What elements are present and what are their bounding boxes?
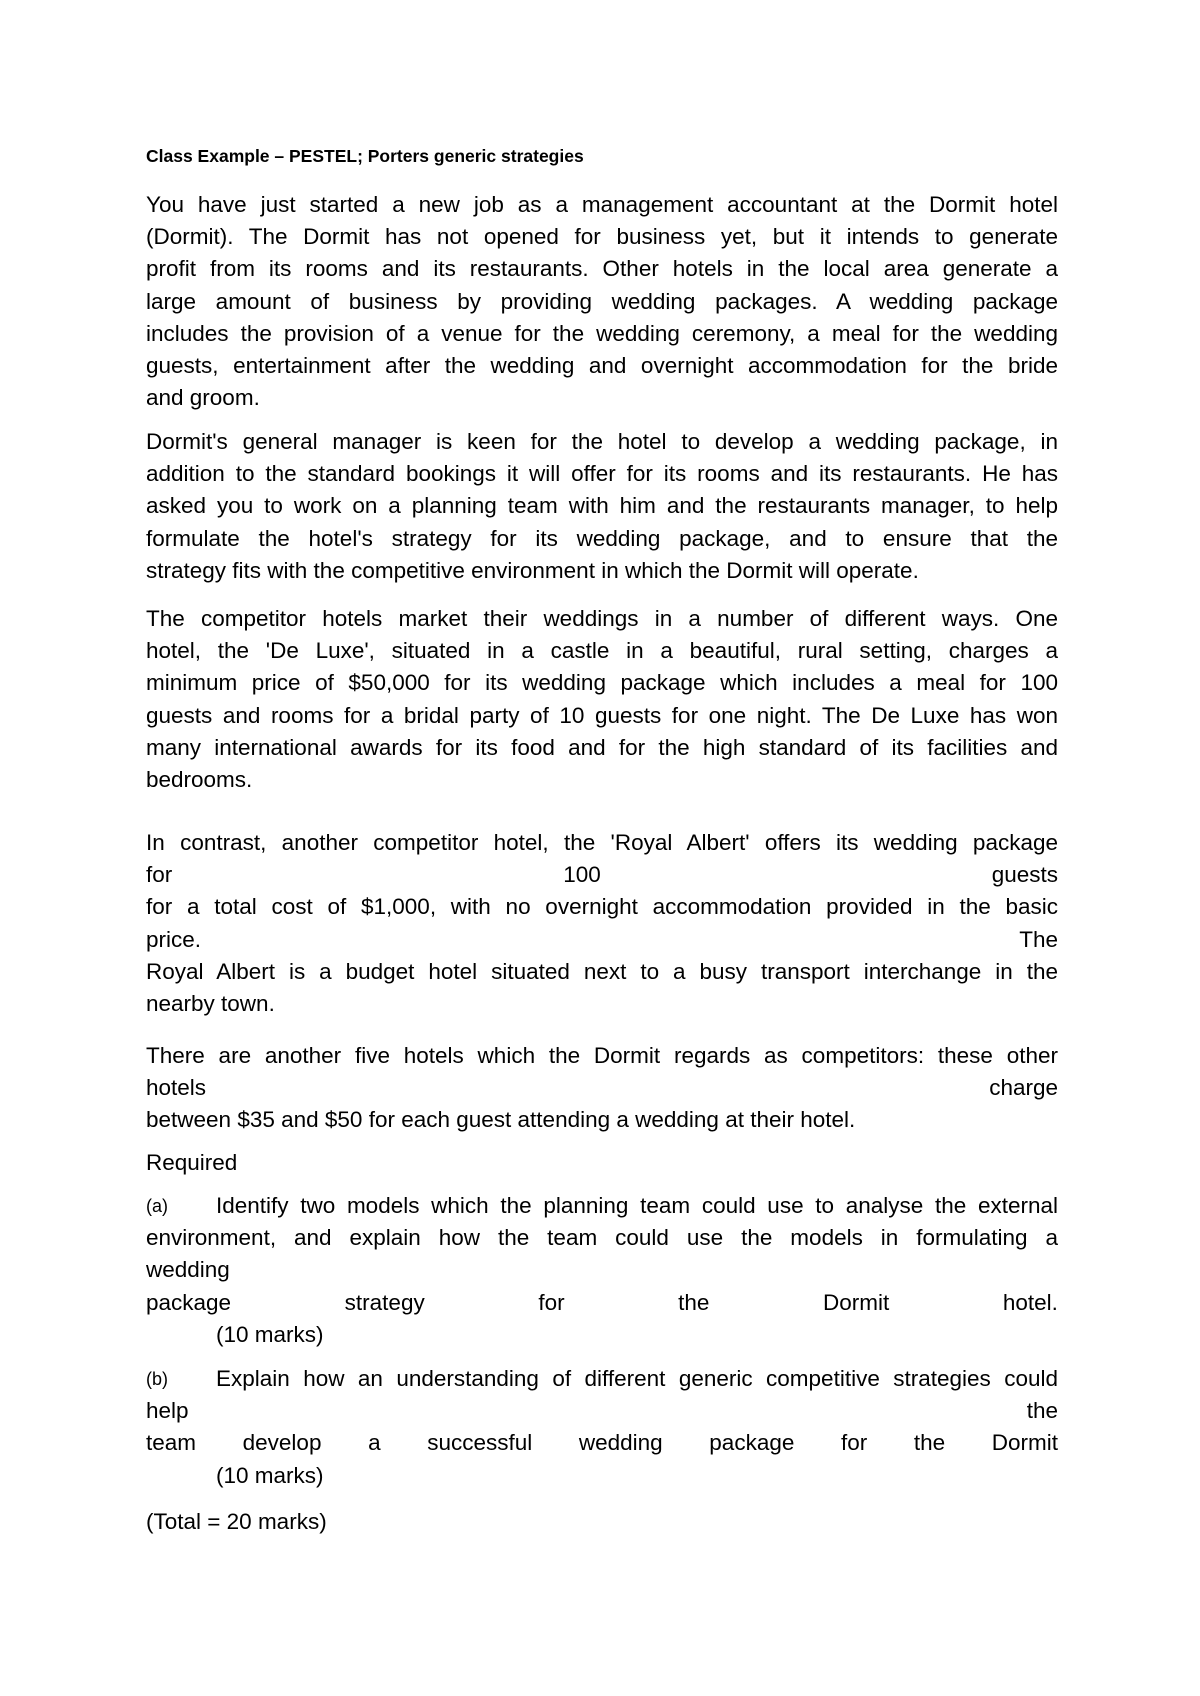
word: hotels — [146, 1075, 207, 1101]
paragraph-line: includes the provision of a venue for the wedding ceremony, a meal for the wedding — [146, 320, 1058, 346]
question-line — [146, 1190, 1058, 1222]
paragraph-line: Dormit's general manager is keen for the hotel to develop a wedding package, in — [146, 429, 1058, 454]
required-text: Required — [146, 1150, 238, 1175]
word: develop — [242, 1430, 322, 1456]
word: for — [840, 1430, 868, 1456]
paragraph-line — [146, 859, 1058, 891]
total-marks — [146, 1506, 1058, 1538]
word: wedding — [578, 1430, 663, 1456]
paragraph-line-spread — [146, 1072, 1058, 1104]
document-page — [146, 0, 1058, 1696]
paragraph-line-spread — [146, 924, 1058, 956]
word: a — [368, 1430, 381, 1456]
paragraph-line: formulate the hotel's strategy for its wedding package, and to ensure that the — [146, 525, 1058, 551]
word: Dormit — [823, 1289, 890, 1315]
paragraph-line: There are another five hotels which the Dormit regards as competitors: these other — [146, 1043, 1058, 1068]
total-text: (Total = 20 marks) — [146, 1509, 327, 1534]
question-marks: (10 marks) — [216, 1462, 324, 1488]
paragraph-line — [146, 924, 1058, 956]
paragraph-line: bedrooms. — [146, 766, 253, 792]
word: the — [1026, 1398, 1058, 1424]
word: successful — [427, 1430, 533, 1456]
word: help — [146, 1398, 189, 1424]
question-a — [146, 1190, 1058, 1351]
paragraph-line: The competitor hotels market their weddings in a number of different ways. One — [146, 606, 1058, 631]
word: price. — [146, 926, 202, 952]
question-b-label: (b) — [146, 1369, 168, 1389]
question-line — [146, 1287, 1058, 1319]
paragraph-line: guests and rooms for a bridal party of 10 guests for one night. The De Luxe has won — [146, 702, 1058, 728]
question-marks: (10 marks) — [216, 1321, 324, 1347]
word: hotel. — [1002, 1289, 1058, 1315]
word: for — [538, 1289, 565, 1315]
paragraph-line: addition to the standard bookings it will offer for its rooms and its restaurants. He has — [146, 461, 1058, 487]
paragraph-line: guests, entertainment after the wedding and overnight accommodation for the bride — [146, 352, 1058, 378]
document-heading: Class Example – PESTEL; Porters generic strategies — [146, 146, 584, 166]
paragraph-line: (Dormit). The Dormit has not opened for business yet, but it intends to generate — [146, 224, 1058, 250]
paragraph-line: between $35 and $50 for each guest attending a wedding at their hotel. — [146, 1107, 856, 1133]
word: for — [146, 862, 173, 888]
paragraph-line-spread — [146, 859, 1058, 891]
paragraph-line: and groom. — [146, 385, 260, 411]
paragraph-5 — [146, 1040, 1058, 1137]
paragraph-4 — [146, 827, 1058, 1020]
paragraph-line: profit from its rooms and its restaurants. Other hotels in the local area generate a — [146, 256, 1058, 282]
question-line — [146, 1395, 1058, 1427]
word: The — [1019, 926, 1058, 952]
question-text: Identify two models which the planning team could use to analyse the external — [216, 1193, 1058, 1218]
paragraph-1 — [146, 189, 1058, 414]
word: guests — [991, 862, 1058, 888]
paragraph-line: for a total cost of $1,000, with no overnight accommodation provided in the basic — [146, 894, 1058, 920]
paragraph-line-spread — [146, 1427, 1058, 1459]
question-line: environment, and explain how the team could use the models in formulating a — [146, 1225, 1058, 1251]
word: strategy — [344, 1289, 425, 1315]
word: package — [709, 1430, 795, 1456]
word: the — [678, 1289, 710, 1315]
word: the — [913, 1430, 946, 1456]
paragraph-line: asked you to work on a planning team with him and the restaurants manager, to help — [146, 493, 1058, 519]
paragraph-line: In contrast, another competitor hotel, the 'Royal Albert' offers its wedding package — [146, 830, 1058, 855]
paragraph-line-spread — [146, 1395, 1058, 1427]
paragraph-line: strategy fits with the competitive environment in which the Dormit will operate. — [146, 557, 919, 583]
paragraph-line: minimum price of $50,000 for its wedding package which includes a meal for 100 — [146, 670, 1058, 696]
word: charge — [989, 1075, 1058, 1101]
word: team — [146, 1430, 197, 1456]
required-label — [146, 1147, 1058, 1179]
paragraph-line: large amount of business by providing wedding packages. A wedding package — [146, 288, 1058, 314]
question-line: wedding — [146, 1257, 230, 1283]
question-a-label: (a) — [146, 1196, 168, 1216]
paragraph-line — [146, 1072, 1058, 1104]
paragraph-3 — [146, 603, 1058, 796]
paragraph-line: nearby town. — [146, 990, 275, 1016]
word: Dormit — [991, 1430, 1058, 1456]
question-b — [146, 1363, 1058, 1492]
paragraph-line: You have just started a new job as a management accountant at the Dormit hotel — [146, 192, 1058, 217]
paragraph-line-spread — [146, 1287, 1058, 1319]
question-line — [146, 1427, 1058, 1459]
paragraph-line: Royal Albert is a budget hotel situated next to a busy transport interchange in the — [146, 958, 1058, 984]
word: package — [146, 1289, 232, 1315]
paragraph-line: many international awards for its food and for the high standard of its facilities and — [146, 734, 1058, 760]
paragraph-2 — [146, 426, 1058, 587]
paragraph-line: hotel, the 'De Luxe', situated in a castle in a beautiful, rural setting, charges a — [146, 638, 1058, 664]
question-text: Explain how an understanding of different generic competitive strategies could — [216, 1366, 1058, 1391]
question-line — [146, 1363, 1058, 1395]
word: 100 — [563, 862, 601, 888]
